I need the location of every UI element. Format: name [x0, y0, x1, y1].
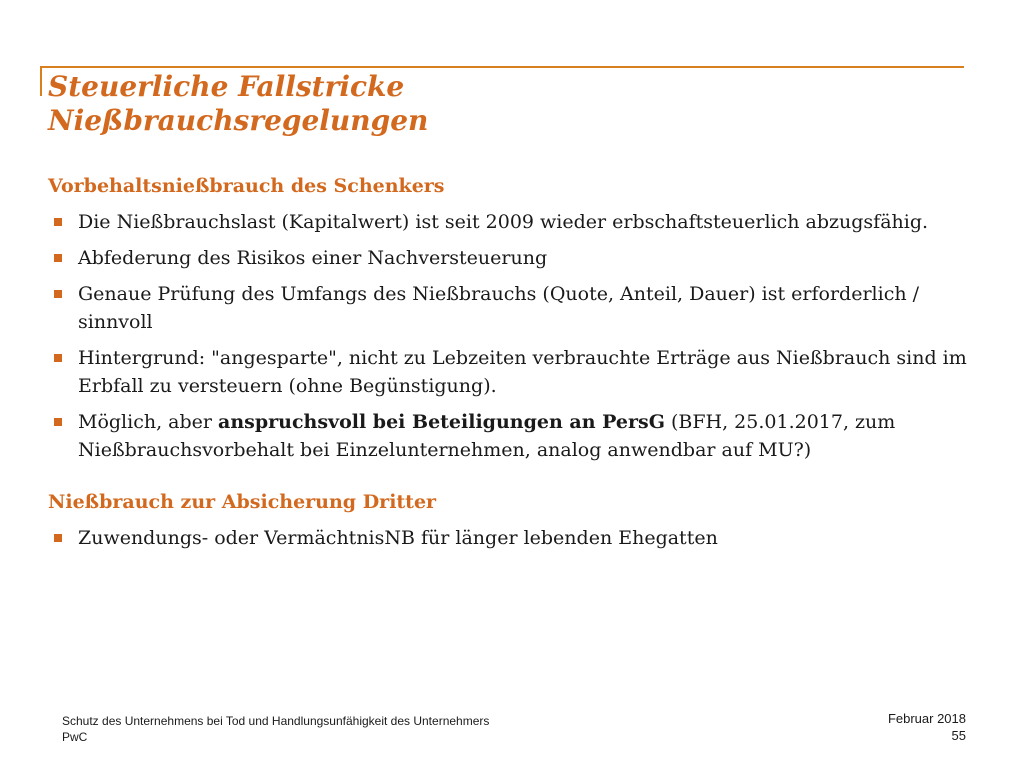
bullet-item	[48, 408, 978, 464]
bullet-text: Abfederung des Risikos einer Nachversteuerung	[78, 247, 548, 269]
square-bullet-icon	[54, 534, 62, 542]
page-number: 55	[951, 728, 966, 743]
square-bullet-icon	[54, 418, 62, 426]
top-rule	[40, 66, 964, 68]
section-heading-absicherung-dritter: Nießbrauch zur Absicherung Dritter	[48, 491, 437, 513]
square-bullet-icon	[54, 290, 62, 298]
slide-title-line-1: Steuerliche Fallstricke	[48, 70, 405, 103]
footer-date: Februar 2018	[887, 711, 966, 726]
bullet-text: Die Nießbrauchslast (Kapitalwert) ist seit 2009 wieder erbschaftsteuerlich abzugsfähig.	[78, 211, 929, 233]
bullet-text: Zuwendungs- oder VermächtnisNB für länger lebenden Ehegatten	[78, 527, 718, 549]
bullet-item	[48, 244, 978, 272]
top-rule-tick	[40, 66, 42, 96]
bullet-item	[48, 208, 978, 236]
bullet-text-post: (BFH, 25.01.2017, zum Nießbrauchsvorbehalt bei Einzelunternehmen, analog anwendbar auf MU?)	[78, 411, 896, 461]
footer-right	[888, 710, 966, 744]
bullet-text-emphasis: anspruchsvoll bei Beteiligungen an PersG	[218, 411, 665, 433]
bullet-item	[48, 524, 978, 552]
square-bullet-icon	[54, 218, 62, 226]
slide-title	[48, 70, 428, 138]
square-bullet-icon	[54, 354, 62, 362]
bullet-text: Hintergrund: "angesparte", nicht zu Lebzeiten verbrauchte Erträge aus Nießbrauch sind im Erbfall zu versteuern (ohne Begünstigung).	[78, 347, 967, 397]
bullet-text-pre: Möglich, aber	[78, 411, 219, 433]
section-heading-vorbehaltsniessbrauch: Vorbehaltsnießbrauch des Schenkers	[48, 175, 445, 197]
footer-left	[62, 713, 489, 745]
bullet-list-section-1	[48, 208, 978, 464]
footer-subject: Schutz des Unternehmens bei Tod und Handlungsunfähigkeit des Unternehmers	[62, 714, 490, 728]
footer-company: PwC	[62, 730, 88, 744]
slide-content	[48, 172, 978, 560]
bullet-text: Genaue Prüfung des Umfangs des Nießbrauchs (Quote, Anteil, Dauer) ist erforderlich / sinnvoll	[78, 283, 920, 333]
square-bullet-icon	[54, 254, 62, 262]
bullet-item	[48, 344, 978, 400]
bullet-item	[48, 280, 978, 336]
bullet-list-section-2	[48, 524, 978, 552]
slide-title-line-2: Nießbrauchsregelungen	[48, 104, 429, 137]
